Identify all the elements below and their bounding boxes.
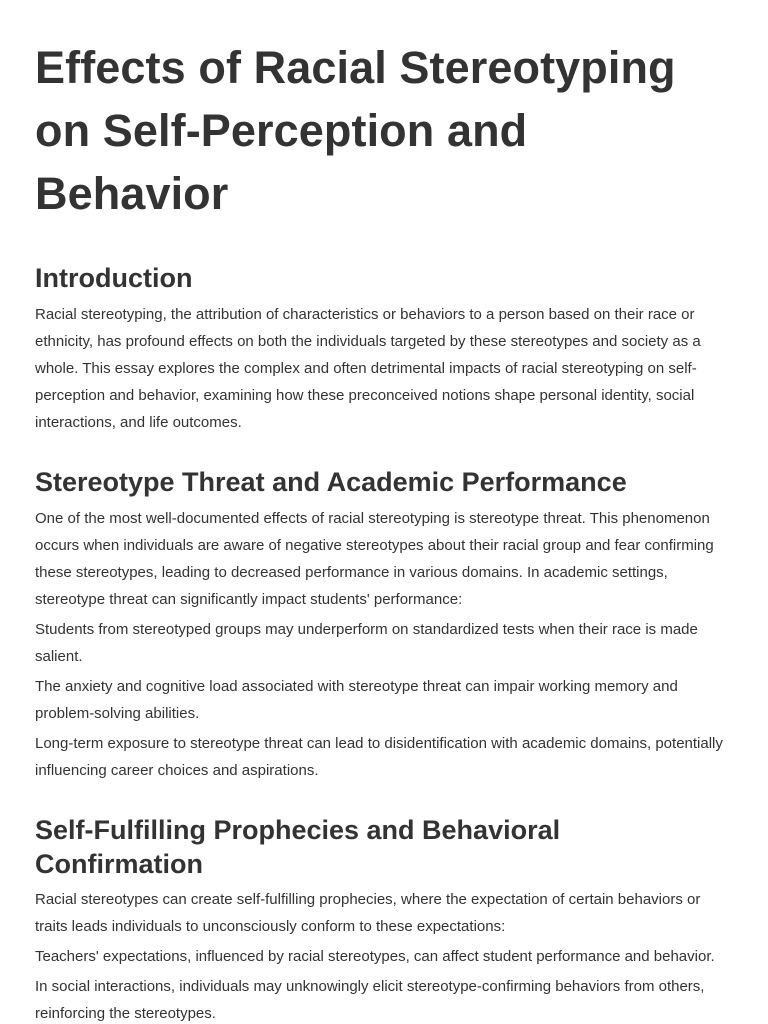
section-introduction xyxy=(35,261,733,436)
section-paragraph: Racial stereotypes can create self-fulfilling prophecies, where the expectation of certain behaviors or traits leads individuals to unconsciously conform to these expectations: xyxy=(35,891,701,935)
section-paragraph: One of the most well-documented effects of racial stereotyping is stereotype threat. This phenomenon occurs when individuals are aware of negative stereotypes about their racial group and fear confirming these stereotypes, leading to decreased performance in various domains. In academic settings, stereotype threat can significantly impact students' performance: xyxy=(35,510,714,608)
section-heading: Self-Fulfilling Prophecies and Behavioral Confirmation xyxy=(35,815,561,879)
section-heading: Introduction xyxy=(35,263,193,293)
list-item: Students from stereotyped groups may underperform on standardized tests when their race is made salient. xyxy=(35,621,698,665)
section-paragraph: Racial stereotyping, the attribution of characteristics or behaviors to a person based on their race or ethnicity, has profound effects on both the individuals targeted by these stereotypes and society as a whole. This essay explores the complex and often detrimental impacts of racial stereotyping on self-perception and behavior, examining how these preconceived notions shape personal identity, social interactions, and life outcomes. xyxy=(35,306,701,431)
section-stereotype-threat xyxy=(35,465,733,784)
document-title: Effects of Racial Stereotyping on Self-Perception and Behavior xyxy=(35,42,676,219)
list-item: In social interactions, individuals may unknowingly elicit stereotype-confirming behaviors from others, reinforcing the stereotypes. xyxy=(35,978,705,1022)
section-self-fulfilling-prophecies xyxy=(35,813,733,1024)
section-heading: Stereotype Threat and Academic Performance xyxy=(35,467,627,497)
list-item: The anxiety and cognitive load associated with stereotype threat can impair working memory and problem-solving abilities. xyxy=(35,678,678,722)
list-item: Teachers' expectations, influenced by racial stereotypes, can affect student performance and behavior. xyxy=(35,948,715,965)
list-item: Long-term exposure to stereotype threat can lead to disidentification with academic domains, potentially influencing career choices and aspirations. xyxy=(35,735,723,779)
